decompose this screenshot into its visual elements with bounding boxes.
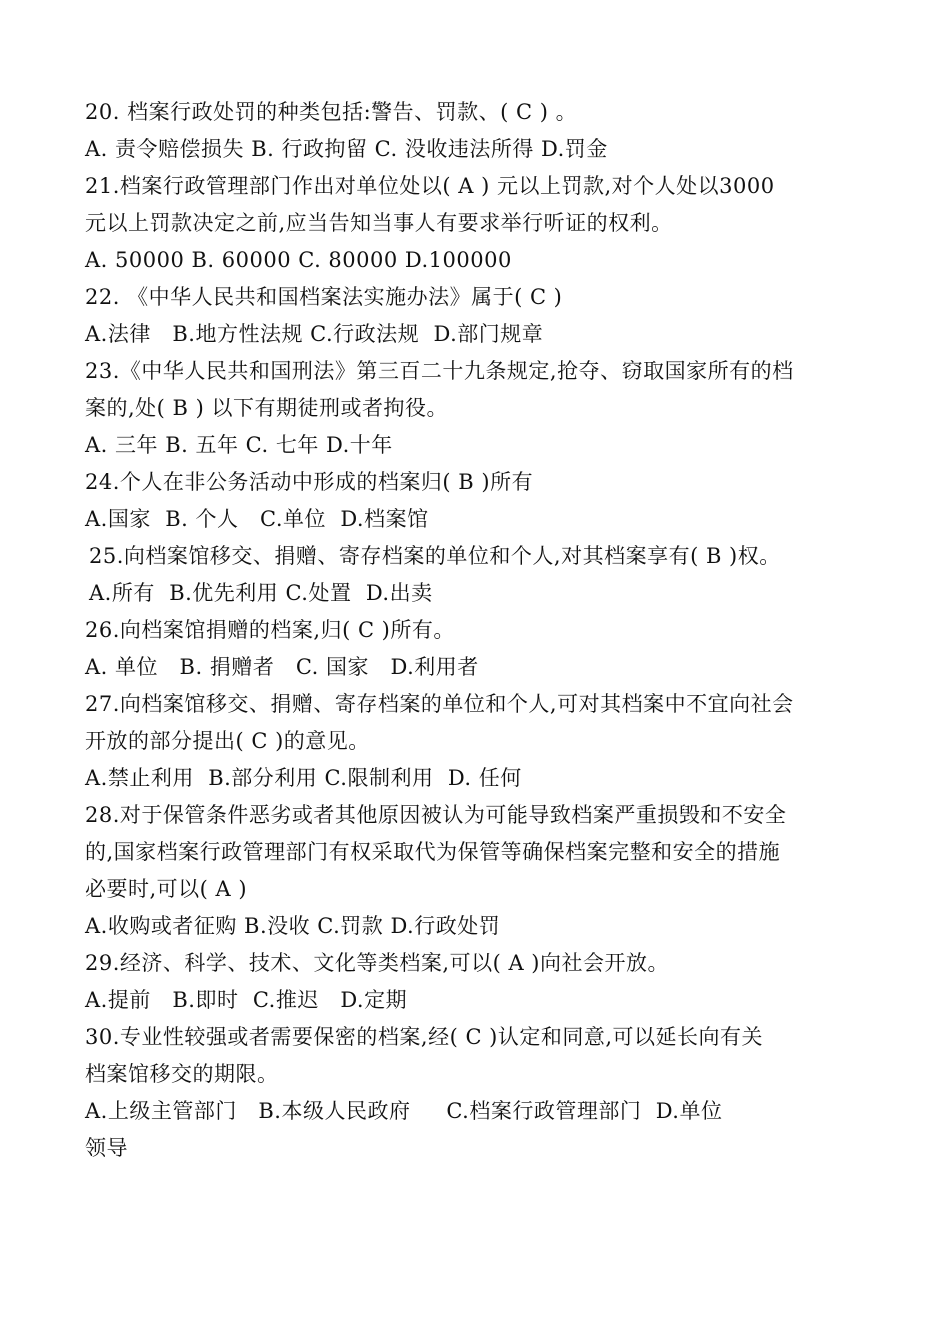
options-30-line-1: A.上级主管部门 B.本级人民政府 C.档案行政管理部门 D.单位 bbox=[85, 1099, 723, 1123]
question-23-line-1: 23.《中华人民共和国刑法》第三百二十九条规定,抢夺、窃取国家所有的档 bbox=[85, 359, 794, 383]
options-27: A.禁止利用 B.部分利用 C.限制利用 D. 任何 bbox=[85, 766, 522, 790]
options-29: A.提前 B.即时 C.推迟 D.定期 bbox=[85, 988, 408, 1012]
options-21: A. 50000 B. 60000 C. 80000 D.100000 bbox=[85, 248, 512, 272]
options-20: A. 责令赔偿损失 B. 行政拘留 C. 没收违法所得 D.罚金 bbox=[85, 137, 608, 161]
question-27-line-1: 27.向档案馆移交、捐赠、寄存档案的单位和个人,可对其档案中不宜向社会 bbox=[85, 692, 794, 716]
options-22: A.法律 B.地方性法规 C.行政法规 D.部门规章 bbox=[85, 322, 544, 346]
question-21-line-1: 21.档案行政管理部门作出对单位处以( A ) 元以上罚款,对个人处以3000 bbox=[85, 174, 775, 198]
options-26: A. 单位 B. 捐赠者 C. 国家 D.利用者 bbox=[85, 655, 479, 679]
question-28-line-3: 必要时,可以( A ) bbox=[85, 877, 248, 901]
question-21-line-2: 元以上罚款决定之前,应当告知当事人有要求举行听证的权利。 bbox=[85, 211, 673, 235]
question-30-line-1: 30.专业性较强或者需要保密的档案,经( C )认定和同意,可以延长向有关 bbox=[85, 1025, 764, 1049]
question-28-line-2: 的,国家档案行政管理部门有权采取代为保管等确保档案完整和安全的措施 bbox=[85, 840, 781, 864]
question-22: 22. 《中华人民共和国档案法实施办法》属于( C ) bbox=[85, 285, 563, 309]
question-29: 29.经济、科学、技术、文化等类档案,可以( A )向社会开放。 bbox=[85, 951, 669, 975]
question-28-line-1: 28.对于保管条件恶劣或者其他原因被认为可能导致档案严重损毁和不安全 bbox=[85, 803, 787, 827]
options-23: A. 三年 B. 五年 C. 七年 D.十年 bbox=[85, 433, 393, 457]
document-page bbox=[85, 94, 875, 1167]
question-23-line-2: 案的,处( B ) 以下有期徒刑或者拘役。 bbox=[85, 396, 449, 420]
options-24: A.国家 B. 个人 C.单位 D.档案馆 bbox=[85, 507, 429, 531]
question-26: 26.向档案馆捐赠的档案,归( C )所有。 bbox=[85, 618, 455, 642]
question-30-line-2: 档案馆移交的期限。 bbox=[85, 1062, 279, 1086]
options-30-line-2: 领导 bbox=[85, 1136, 128, 1160]
question-20: 20. 档案行政处罚的种类包括:警告、罚款、( C ) 。 bbox=[85, 100, 578, 124]
question-25: 25.向档案馆移交、捐赠、寄存档案的单位和个人,对其档案享有( B )权。 bbox=[89, 544, 781, 568]
options-25: A.所有 B.优先利用 C.处置 D.出卖 bbox=[89, 581, 433, 605]
options-28: A.收购或者征购 B.没收 C.罚款 D.行政处罚 bbox=[85, 914, 501, 938]
question-27-line-2: 开放的部分提出( C )的意见。 bbox=[85, 729, 370, 753]
question-24: 24.个人在非公务活动中形成的档案归( B )所有 bbox=[85, 470, 534, 494]
